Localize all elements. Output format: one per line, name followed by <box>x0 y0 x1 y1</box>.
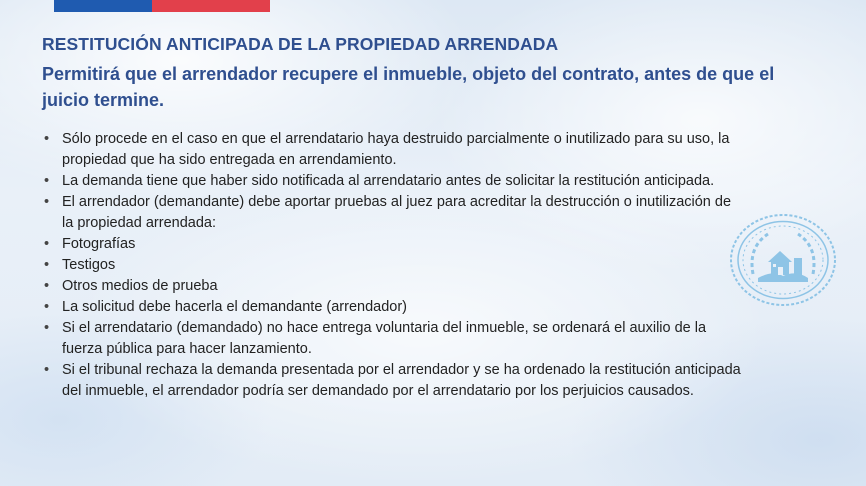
bullet-text: Testigos <box>62 257 116 273</box>
bullet-text: El arrendador (demandante) debe aportar pruebas al juez para acreditar la destrucción o inutilización de la propiedad arrendada: <box>62 194 732 231</box>
flag-bar <box>54 0 270 12</box>
bullet-marker: • <box>44 194 50 210</box>
slide-title: RESTITUCIÓN ANTICIPADA DE LA PROPIEDAD ARRENDADA <box>42 34 559 54</box>
bullet-item <box>44 297 744 318</box>
bullet-marker: • <box>44 173 50 189</box>
bullet-text: Si el arrendatario (demandado) no hace entrega voluntaria del inmueble, se ordenará el auxilio de la fuerza pública para hacer lanzamiento. <box>62 320 707 357</box>
bullet-marker: • <box>44 299 50 315</box>
bullet-item <box>44 192 744 234</box>
bullet-text: La demanda tiene que haber sido notificada al arrendatario antes de solicitar la restitución anticipada. <box>62 173 715 189</box>
bullet-marker: • <box>44 362 50 378</box>
bullet-item <box>44 255 744 276</box>
bullet-text: La solicitud debe hacerla el demandante (arrendador) <box>62 299 407 315</box>
bullet-marker: • <box>44 320 50 336</box>
bullet-item <box>44 276 744 297</box>
bullet-item <box>44 360 744 402</box>
bullet-marker: • <box>44 278 50 294</box>
bullet-item <box>44 129 744 171</box>
bullet-item <box>44 234 744 255</box>
house-seal-icon <box>728 212 838 308</box>
bullet-item <box>44 318 744 360</box>
slide-subtitle: Permitirá que el arrendador recupere el inmueble, objeto del contrato, antes de que el juicio termine. <box>42 64 775 110</box>
bullet-text: Fotografías <box>62 236 136 252</box>
bullet-item <box>44 171 744 192</box>
flag-red-stripe <box>152 0 270 12</box>
flag-blue-stripe <box>54 0 152 12</box>
bullet-marker: • <box>44 236 50 252</box>
bullet-text: Sólo procede en el caso en que el arrendatario haya destruido parcialmente o inutilizado para su uso, la propiedad que ha sido entregada en arrendamiento. <box>62 131 730 168</box>
bullet-text: Otros medios de prueba <box>62 278 218 294</box>
bullet-text: Si el tribunal rechaza la demanda presentada por el arrendador y se ha ordenado la restitución anticipada del inmueble, el arrendador podría ser demandado por el arrendatario por los perjuicios causados. <box>62 362 741 399</box>
bullet-list <box>44 129 744 402</box>
bullet-marker: • <box>44 257 50 273</box>
bullet-marker: • <box>44 131 50 147</box>
